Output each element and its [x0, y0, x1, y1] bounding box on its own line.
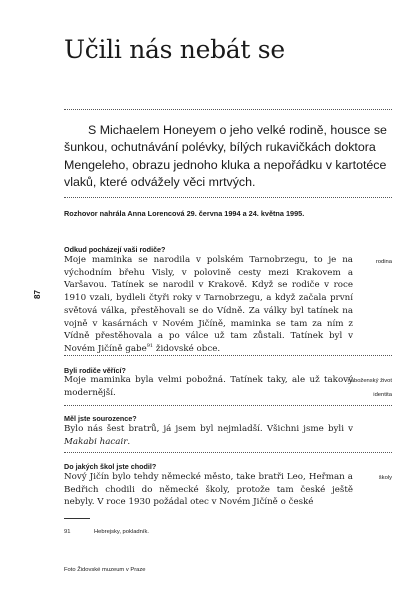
footnote	[64, 529, 149, 535]
footnote-rule	[64, 518, 90, 519]
answer-schools: Nový Jičín bylo tehdy německé město, take bratři Leo, Heřman a Bedřich chodili do německé školy, protože tam české ještě nebyly. V roce 1930 požádal otec v Novém Jičíně o české	[64, 472, 353, 508]
article-lead: S Michaelem Honeyem o jeho velké rodině, housce se šunkou, ochutnávání polévky, bílých rukavičkách doktora Mengeleho, obrazu jednoho kluka a nepořádku v kartotéce vlaků, které odvážely věci mrtvých.	[64, 123, 387, 189]
answer-siblings-text: Bylo nás šest bratrů, já jsem byl nejmladší. Všichni jsme byli v	[64, 424, 353, 434]
question-parents-origin: Odkud pocházejí vaši rodiče?	[64, 245, 166, 254]
answer-siblings-organization: Makabi hacair	[64, 436, 128, 447]
photo-credit: Foto Židovské muzeum v Praze	[64, 567, 146, 573]
question-parents-religious: Byli rodiče věřící?	[64, 366, 126, 375]
side-label-family: rodina	[375, 259, 392, 265]
answer-siblings-end: .	[127, 436, 131, 447]
dotted-divider-section-3	[64, 452, 392, 453]
answer-parents-origin-text: Moje maminka se narodila v polském Tarnobrzegu, to je na východním břehu Visly, v polovině cesty mezi Krakovem a Varšavou. Tatínek se narodil v Krakově. Když se rodiče v roce 1910 vzali, bydleli čtyři roky v Tarnobrzegu, a když začala první světová válka, přestěhovali se do Vídně. Za války byl tatínek na vojně v kasárnách v Novém Jičíně, maminka se tam za ním z Vídně přestěhovala a po válce už tam zůstali. Tatínek byl v Novém Jičíně gabe	[64, 255, 353, 354]
side-label-identity: identita	[373, 392, 392, 398]
side-label-schools: školy	[378, 475, 392, 481]
footnote-number: 91	[64, 529, 71, 535]
answer-parents-origin-end: židovské obce.	[153, 343, 221, 354]
answer-parents-religious: Moje maminka byla velmi pobožná. Tatínek taky, ale už takový modernější.	[64, 375, 353, 398]
page-number: 87	[32, 290, 42, 299]
answer-siblings	[64, 423, 353, 448]
dotted-divider-top	[64, 109, 392, 110]
dotted-divider-section-2	[64, 405, 392, 406]
interview-note: Rozhovor nahrála Anna Lorencová 29. června 1994 a 24. května 1995.	[64, 209, 305, 218]
dotted-divider-bottom	[64, 197, 392, 198]
article-title: Učili nás nebát se	[64, 34, 285, 64]
question-schools: Do jakých škol jste chodil?	[64, 462, 157, 471]
question-siblings: Měl jste sourozence?	[64, 414, 137, 423]
footnote-reference: 91	[146, 343, 154, 350]
footnote-text: Hebrejsky, pokladník.	[94, 529, 149, 535]
answer-parents-origin	[64, 254, 353, 356]
dotted-divider-section-1	[64, 355, 392, 356]
side-label-religious-life: náboženský život	[347, 378, 392, 384]
